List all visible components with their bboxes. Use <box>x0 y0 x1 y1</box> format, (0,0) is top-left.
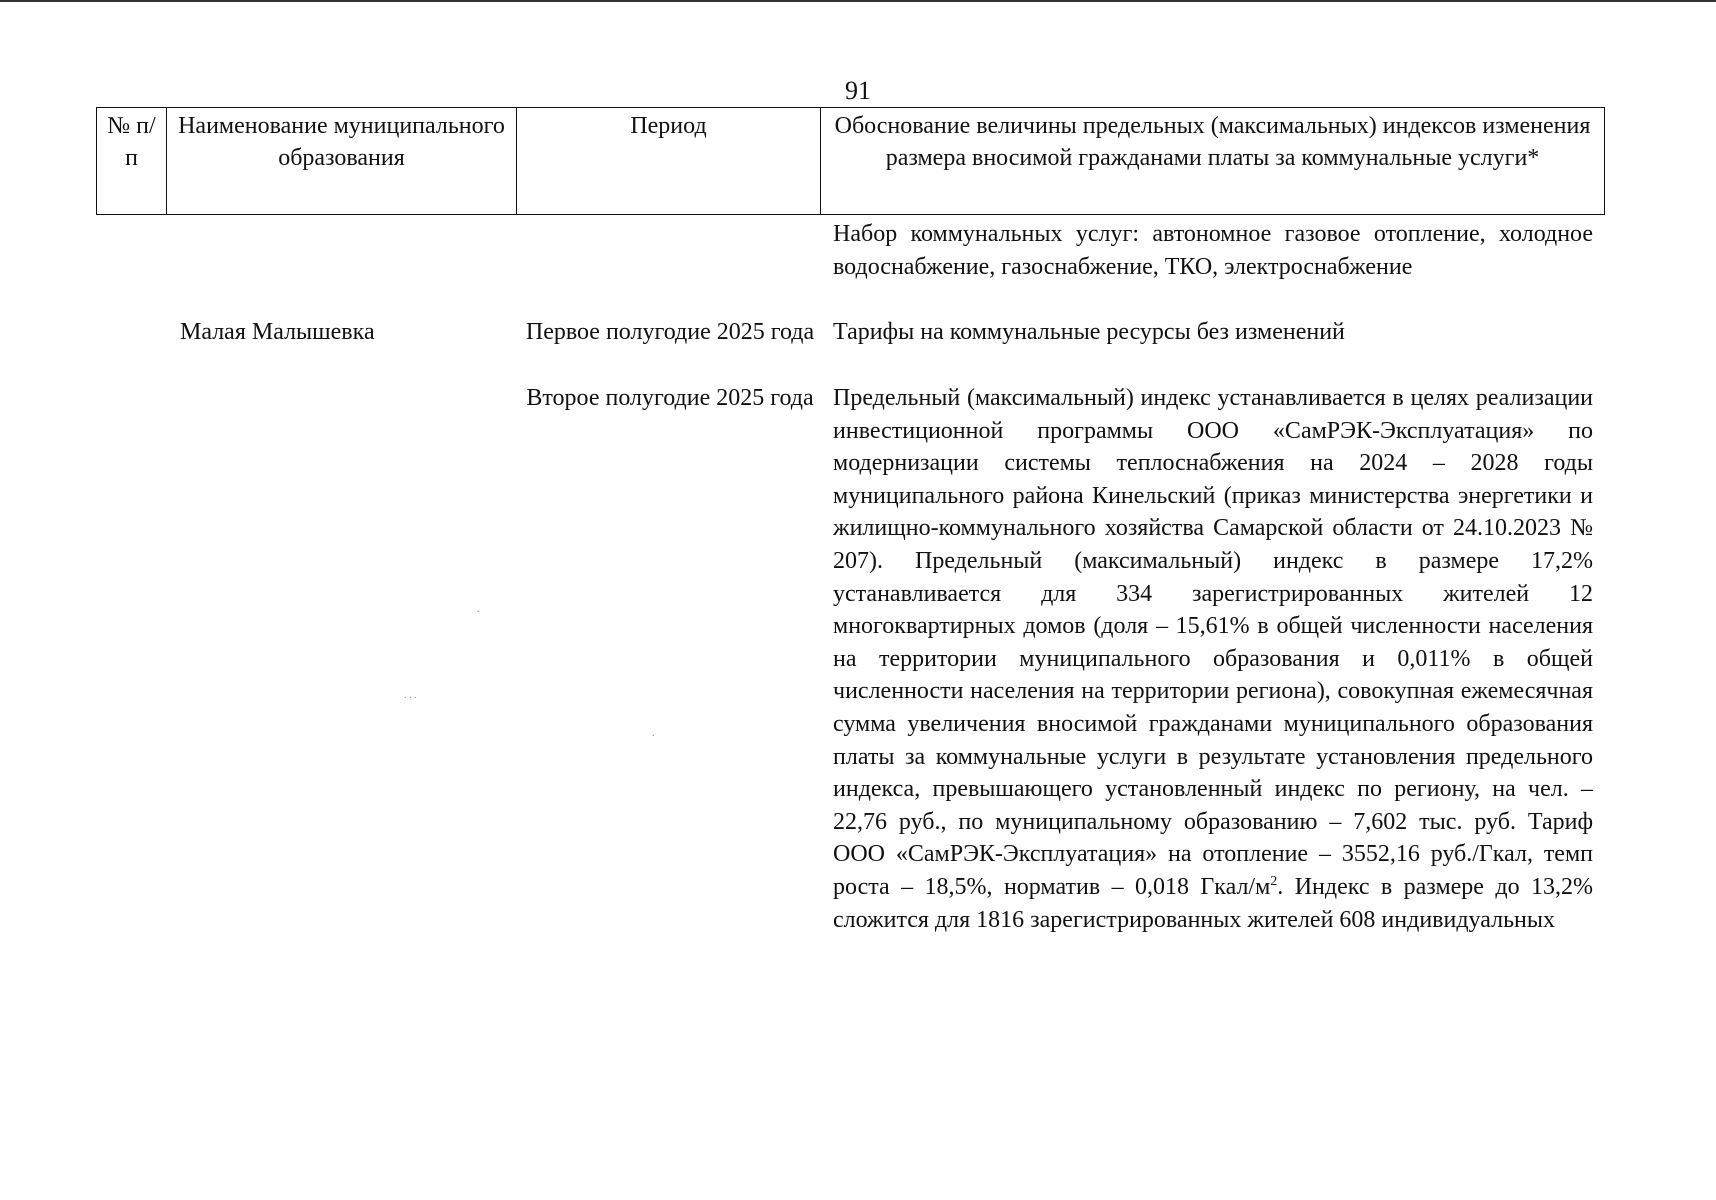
page-number: 91 <box>845 76 871 105</box>
superscript-exponent: 2 <box>1270 873 1278 889</box>
justification-paragraph <box>833 382 1593 936</box>
scan-artifact: . <box>477 604 480 615</box>
services-set-text: Набор коммунальных услуг: автономное газовое отопление, холодное водоснабжение, газоснабжение, ТКО, электроснабжение <box>833 221 1593 280</box>
justification-text-part-a: Предельный (максимальный) индекс устанавливается в целях реализации инвестиционной программы ООО «СамРЭК-Эксплуатация» по модернизации системы теплоснабжения на 2024 – 2028 годы муниципального района Кинельский (приказ министерства энергетики и жилищно-коммунального хозяйства Самарской области от 24.10.2023 № 207). Предельный (максимальный) индекс в размере 17,2% устанавливается для 334 зарегистрированных жителей 12 многоквартирных домов (доля – 15,61% в общей численности населения на территории муниципального образования и 0,011% в общей численности населения на территории региона), совокупная ежемесячная сумма увеличения вносимой гражданами муниципального образования платы за коммунальные услуги в результате установления предельного индекса, превышающего установленный индекс по региону, на чел. – 22,76 руб., по муниципальному образованию – 7,602 тыс. руб. Тариф ООО «СамРЭК-Эксплуатация» на отопление – 3552,16 руб./Гкал, темп роста – 18,5%, норматив – 0,018 Гкал/м <box>833 385 1593 900</box>
scan-artifact: . <box>652 728 655 739</box>
header-row <box>97 108 1605 215</box>
municipality-name: Малая Малышевка <box>180 319 375 345</box>
scan-edge <box>0 0 1716 2</box>
header-col-justification: Обоснование величины предельных (максимальных) индексов изменения размера вносимой гражданами платы за коммунальные услуги* <box>821 108 1605 215</box>
scan-artifact: . . . <box>404 690 417 701</box>
period-second-half-justification <box>833 382 1593 936</box>
header-col-number: № п/п <box>97 108 167 215</box>
table-header <box>96 107 1605 215</box>
header-col-period: Период <box>517 108 821 215</box>
header-col-municipality: Наименование муниципального образования <box>167 108 517 215</box>
period-first-half-justification: Тарифы на коммунальные ресурсы без изменений <box>833 319 1345 345</box>
period-first-half: Первое полугодие 2025 года <box>525 319 815 345</box>
period-second-half: Второе полугодие 2025 года <box>526 385 814 411</box>
justification-text-part-b: . Индекс в размере до 13,2% сложится для 1816 зарегистрированных жителей 608 индивидуальных <box>833 873 1593 933</box>
